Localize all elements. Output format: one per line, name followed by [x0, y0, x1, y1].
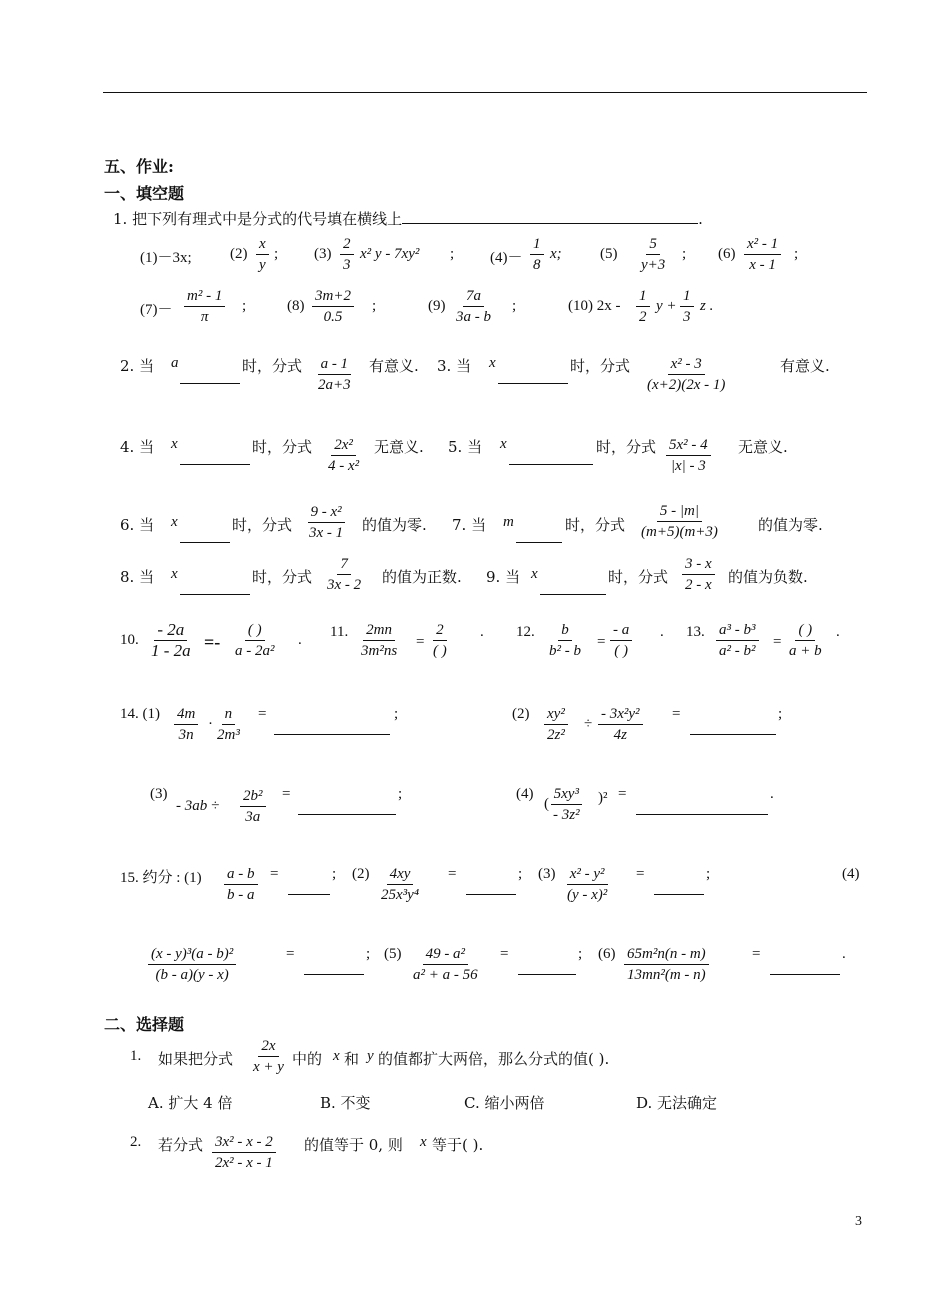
answer-blank[interactable] — [690, 733, 776, 735]
item-2-label: (2) — [230, 246, 248, 262]
item-7-label: (7)－ — [140, 302, 173, 318]
fraction: $\frac{x}{y}$ — [256, 234, 269, 275]
fraction: ( ) a + b — [789, 622, 822, 659]
answer-blank[interactable] — [304, 973, 364, 975]
item-4-label: (4)－ — [490, 250, 523, 266]
option-b[interactable]: B. 不变 — [320, 1094, 371, 1112]
section-heading-choice: 二、选择题 — [104, 1015, 185, 1034]
fraction: $\frac{3m+2}{0.5}$ — [312, 286, 354, 327]
fraction: $\frac{2mn}{\text{3m²ns}}$ — [361, 622, 398, 659]
fraction: $\frac{- 2a}{1 - 2a}$ — [151, 620, 191, 660]
answer-blank[interactable] — [636, 813, 768, 815]
answer-blank[interactable] — [288, 893, 330, 895]
answer-blank[interactable] — [298, 813, 396, 815]
fraction: $\frac{\text{x² - 3}}{(x+2)(2x - 1)}$ — [647, 356, 726, 393]
item-10-label: (10) 2x - — [568, 298, 621, 314]
fraction: $\frac{3 - x}{2 - x}$ — [682, 554, 715, 595]
fraction: $\frac{\text{5x² - 4}}{|x| - 3}$ — [666, 435, 711, 476]
fraction: 2 ( ) — [433, 622, 447, 659]
fraction: $\frac{5}{y+3}$ — [641, 236, 666, 273]
question-number: 1. — [113, 210, 128, 228]
fraction: $\frac{\text{x² - y²}}{\text{(y - x)²}}$ — [567, 866, 608, 903]
fraction: $\frac{1}{8}$ — [530, 234, 544, 275]
answer-blank[interactable] — [402, 222, 698, 224]
fraction: $\frac{\text{5xy³}}{\text{- 3z²}}$ — [550, 784, 583, 825]
answer-blank[interactable] — [509, 463, 593, 465]
option-d[interactable]: D. 无法确定 — [636, 1094, 718, 1112]
answer-blank[interactable] — [180, 382, 240, 384]
option-c[interactable]: C. 缩小两倍 — [464, 1094, 545, 1112]
item-9-label: (9) — [428, 298, 446, 314]
fraction: $\frac{n}{\text{2m³}}$ — [217, 706, 240, 743]
fraction: $\frac{b}{\text{b² - b}}$ — [549, 622, 581, 659]
answer-blank[interactable] — [180, 541, 230, 543]
fraction: $\frac{2}{3}$ — [340, 234, 354, 275]
fraction: $\frac{\text{m² - 1}}{\pi}$ — [184, 286, 225, 327]
answer-blank[interactable] — [654, 893, 704, 895]
answer-blank[interactable] — [466, 893, 516, 895]
item-5-label: (5) — [600, 246, 618, 262]
answer-blank[interactable] — [180, 593, 250, 595]
fraction: - a ( ) — [610, 620, 632, 661]
answer-blank[interactable] — [770, 973, 840, 975]
answer-blank[interactable] — [516, 541, 562, 543]
fraction: $\frac{a - b}{b - a}$ — [224, 864, 258, 905]
fraction: $\frac{5 - |m|}{(m+5)(m+3)}$ — [641, 503, 718, 540]
answer-blank[interactable] — [518, 973, 576, 975]
fraction: $\frac{\text{- 3x²y²}}{4z}$ — [598, 704, 643, 745]
fraction: $\frac{a - 1}{2a+3}$ — [318, 356, 351, 393]
fraction: $\frac{\text{x² - 1}}{x - 1}$ — [744, 234, 781, 275]
fraction: $\frac{\text{9 - x²}}{3x - 1}$ — [309, 504, 344, 541]
item-8-label: (8) — [287, 298, 305, 314]
item-1: (1)－3x; — [140, 250, 192, 266]
fraction: $\frac{\text{xy²}}{\text{2z²}}$ — [544, 704, 568, 745]
fraction: $\frac{\text{(x - y)³(a - b)²}}{(b - a)(y - x)}$ — [148, 944, 236, 985]
section-heading-homework: 五、作业: — [104, 157, 174, 176]
fraction: $\frac{\text{49 - a²}}{\text{a² + a - 56}}$ — [413, 946, 478, 983]
fraction: $\frac{\text{2b²}}{3a}$ — [240, 786, 266, 827]
page-number: 3 — [855, 1214, 862, 1229]
fraction: ( ) a - 2a² — [235, 622, 275, 659]
answer-blank[interactable] — [180, 463, 250, 465]
section-heading-fill-blank: 一、填空题 — [104, 184, 185, 203]
question-1: 1. 把下列有理式中是分式的代号填在横线上 . — [113, 210, 703, 228]
fraction: $\frac{1}{2}$ — [636, 286, 650, 327]
option-a[interactable]: A. 扩大 4 倍 — [148, 1094, 233, 1112]
header-rule — [103, 92, 867, 93]
question-stem: 把下列有理式中是分式的代号填在横线上 — [132, 210, 403, 228]
fraction: $\frac{2x}{x + y}$ — [253, 1038, 284, 1075]
fraction: $\frac{\text{65m²n(n - m)}}{\text{13mn²(m - n)}}$ — [624, 944, 709, 985]
item-3-label: (3) — [314, 246, 332, 262]
answer-blank[interactable] — [274, 733, 390, 735]
fraction: $\frac{7a}{3a - b}$ — [456, 288, 491, 325]
fraction: $\frac{\text{2x²}}{\text{4 - x²}}$ — [328, 437, 360, 474]
fraction: $\frac{1}{3}$ — [680, 286, 694, 327]
fraction: $\frac{7}{3x - 2}$ — [327, 556, 362, 593]
item-6-label: (6) — [718, 246, 736, 262]
fraction: $\frac{\text{a³ - b³}}{\text{a² - b²}}$ — [716, 620, 759, 661]
answer-blank[interactable] — [498, 382, 568, 384]
fraction: $\frac{4xy}{\text{25x³y⁴}}$ — [381, 866, 420, 903]
fraction: $\frac{\text{3x² - x - 2}}{\text{2x² - x - 1}}$ — [212, 1132, 276, 1173]
fraction: $\frac{4m}{3n}$ — [174, 704, 198, 745]
answer-blank[interactable] — [540, 593, 606, 595]
